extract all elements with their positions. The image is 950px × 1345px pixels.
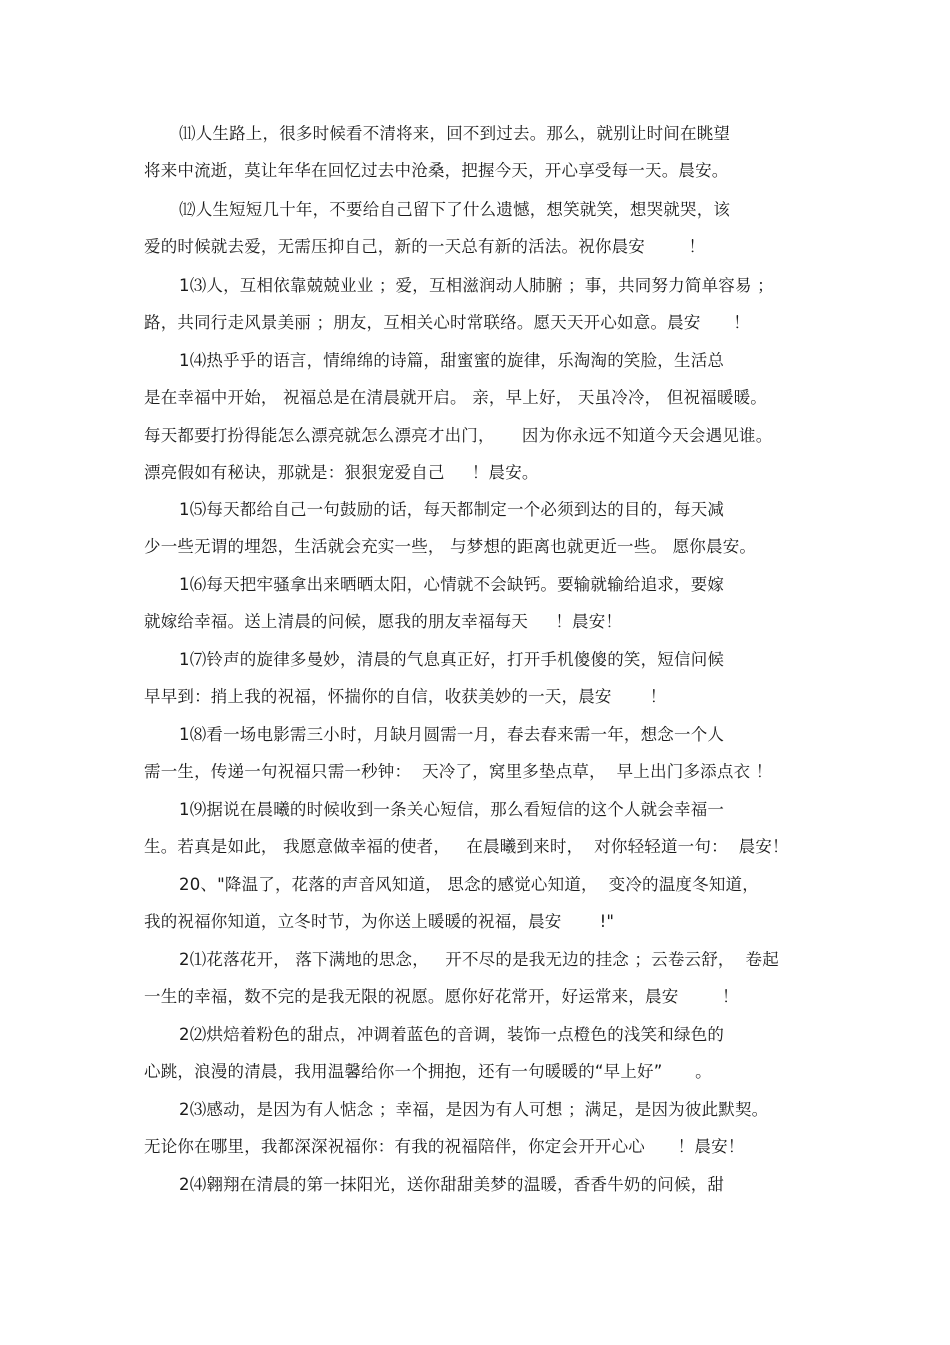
paragraph-line: 生。若真是如此， 我愿意做幸福的使者， 在晨曦到来时， 对你轻轻道一句： 晨安！: [144, 837, 789, 856]
paragraph-line: 心跳，浪漫的清晨，我用温馨给你一个拥抱，还有一句暖暖的“早上好” 。: [144, 1062, 712, 1081]
paragraph-line: 将来中流逝，莫让年华在回忆过去中沧桑，把握今天，开心享受每一天。晨安。: [144, 161, 729, 180]
paragraph-line: 早早到：捎上我的祝福，怀揣你的自信，收获美妙的一天，晨安 ！: [144, 687, 667, 706]
paragraph-line: 1⑼据说在晨曦的时候收到一条关心短信，那么看短信的这个人就会幸福一: [179, 800, 725, 819]
paragraph-line: 1⑺铃声的旋律多曼妙，清晨的气息真正好，打开手机傻傻的笑，短信问候: [179, 650, 725, 669]
paragraph-line: 1⑹每天把牢骚拿出来晒晒太阳，心情就不会缺钙。要输就输给追求，要嫁: [179, 575, 725, 594]
paragraph-line: 20、"降温了，花落的声音风知道， 思念的感觉心知道， 变冷的温度冬知道，: [179, 875, 759, 894]
paragraph-line: 就嫁给幸福。送上清晨的问候，愿我的朋友幸福每天 ！晨安！: [144, 612, 623, 631]
paragraph-line: 我的祝福你知道，立冬时节，为你送上暖暖的祝福，晨安 !": [144, 912, 615, 931]
paragraph-line: 路，共同行走风景美丽 ；朋友，互相关心时常联络。愿天天开心如意。晨安 ！: [144, 313, 750, 332]
paragraph-line: 2⑶感动，是因为有人惦念 ；幸福，是因为有人可想 ；满足，是因为彼此默契。: [179, 1100, 769, 1119]
paragraph-line: 1⑸每天都给自己一句鼓励的话，每天都制定一个必须到达的目的，每天减: [179, 500, 725, 519]
paragraph-line: 少一些无谓的埋怨，生活就会充实一些， 与梦想的距离也就更近一些。 愿你晨安。: [144, 537, 757, 556]
paragraph-line: 1⑻看一场电影需三小时，月缺月圆需一月，春去春来需一年，想念一个人: [179, 725, 725, 744]
paragraph-line: 1⑶人，互相依靠兢兢业业 ；爱，互相滋润动人肺腑 ；事，共同努力简单容易 ；: [179, 276, 774, 295]
paragraph-line: 是在幸福中开始， 祝福总是在清晨就开启。 亲，早上好， 天虽冷冷， 但祝福暖暖。: [144, 388, 767, 407]
paragraph-line: ⑾人生路上，很多时候看不清将来，回不到过去。那么，就别让时间在眺望: [179, 124, 731, 143]
paragraph-line: 一生的幸福，数不完的是我无限的祝愿。愿你好花常开，好运常来，晨安 ！: [144, 987, 739, 1006]
paragraph-line: 2⑷翱翔在清晨的第一抹阳光，送你甜甜美梦的温暖，香香牛奶的问候，甜: [179, 1175, 725, 1194]
paragraph-line: 1⑷热乎乎的语言，情绵绵的诗篇，甜蜜蜜的旋律，乐淘淘的笑脸，生活总: [179, 351, 725, 370]
paragraph-line: 爱的时候就去爱，无需压抑自己，新的一天总有新的活法。祝你晨安 ！: [144, 237, 706, 256]
paragraph-line: 2⑵烘焙着粉色的甜点，冲调着蓝色的音调，装饰一点橙色的浅笑和绿色的: [179, 1025, 725, 1044]
paragraph-line: 需一生，传递一句祝福只需一秒钟： 天冷了，窝里多垫点草， 早上出门多添点衣 ！: [144, 762, 773, 781]
paragraph-line: 漂亮假如有秘诀，那就是：狠狠宠爱自己 ！晨安。: [144, 463, 539, 482]
paragraph-line: ⑿人生短短几十年，不要给自己留下了什么遗憾，想笑就笑，想哭就哭，该: [179, 200, 731, 219]
paragraph-line: 2⑴花落花开， 落下满地的思念， 开不尽的是我无边的挂念 ；云卷云舒， 卷起: [179, 950, 779, 969]
paragraph-line: 无论你在哪里，我都深深祝福你：有我的祝福陪伴，你定会开开心心 ！晨安！: [144, 1137, 745, 1156]
paragraph-line: 每天都要打扮得能怎么漂亮就怎么漂亮才出门， 因为你永远不知道今天会遇见谁。: [144, 426, 773, 445]
